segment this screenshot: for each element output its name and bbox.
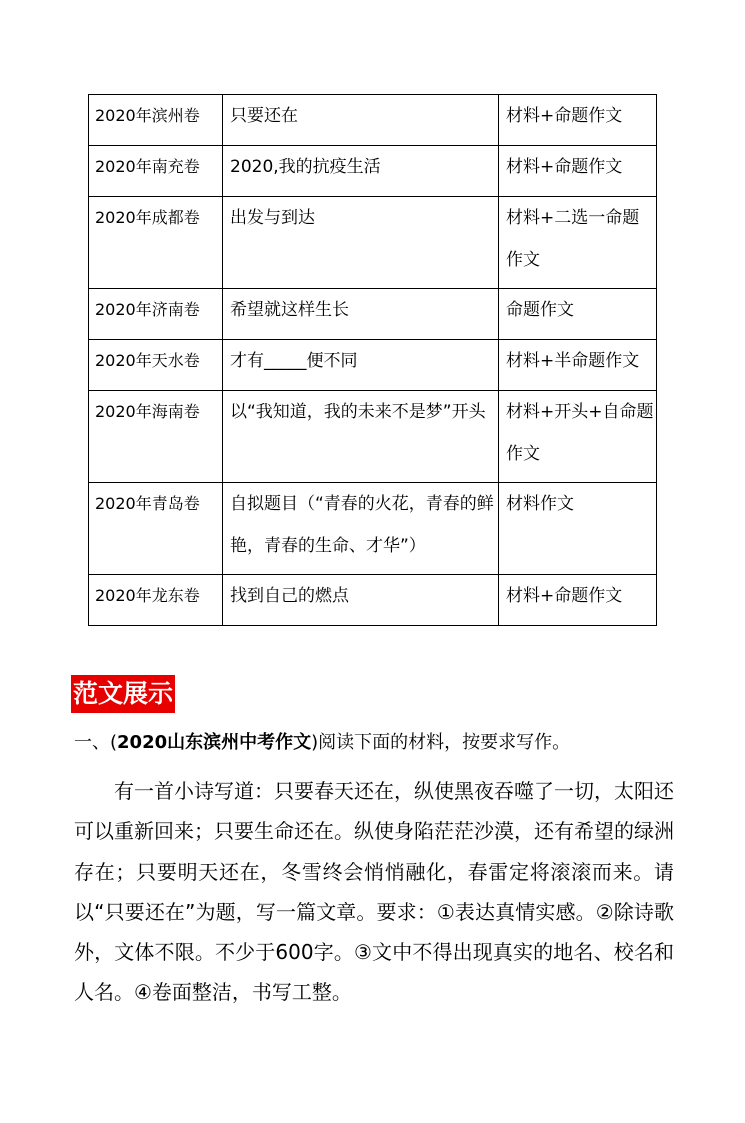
exam-paper-cell: 2020年青岛卷 (89, 483, 223, 575)
table-row (89, 146, 657, 197)
table-row (89, 575, 657, 626)
question-source: 2020山东滨州中考作文 (117, 732, 312, 753)
table-row (89, 340, 657, 391)
exam-paper-cell: 2020年天水卷 (89, 340, 223, 391)
essay-type-cell: 材料+命题作文 (499, 575, 657, 626)
essay-topic-cell: 希望就这样生长 (223, 289, 499, 340)
question-instruction: 阅读下面的材料，按要求写作。 (318, 732, 571, 753)
exam-paper-cell: 2020年成都卷 (89, 197, 223, 289)
question-heading (74, 728, 570, 758)
essay-type-cell: 材料+命题作文 (499, 95, 657, 146)
essay-topic-cell: 找到自己的燃点 (223, 575, 499, 626)
question-number: 一、( (74, 732, 118, 753)
essay-type-cell: 材料+半命题作文 (499, 340, 657, 391)
table-row (89, 197, 657, 289)
exam-topics-table (88, 94, 657, 626)
exam-paper-cell: 2020年滨州卷 (89, 95, 223, 146)
essay-topic-cell: 自拟题目（“青春的火花，青春的鲜艳，青春的生命、才华”） (223, 483, 499, 575)
exam-paper-cell: 2020年南充卷 (89, 146, 223, 197)
essay-topic-cell: 以“我知道，我的未来不是梦”开头 (223, 391, 499, 483)
table-row (89, 391, 657, 483)
essay-topic-cell: 才有_____便不同 (223, 340, 499, 391)
essay-type-cell: 材料+开头+自命题作文 (499, 391, 657, 483)
table-row (89, 289, 657, 340)
question-material-text: 有一首小诗写道：只要春天还在，纵使黑夜吞噬了一切，太阳还可以重新回来；只要生命还在。纵使身陷茫茫沙漠，还有希望的绿洲存在；只要明天还在，冬雪终会悄悄融化，春雷定将滚滚而来。请以“只要还在”为题，写一篇文章。要求：①表达真情实感。②除诗歌外，文体不限。不少于600字。③文中不得出现真实的地名、校名和人名。④卷面整洁，书写工整。 (74, 779, 674, 1005)
exam-paper-cell: 2020年龙东卷 (89, 575, 223, 626)
essay-type-cell: 材料+二选一命题作文 (499, 197, 657, 289)
essay-topic-cell: 2020,我的抗疫生活 (223, 146, 499, 197)
section-heading-sample-essays: 范文展示 (71, 675, 175, 713)
essay-topic-cell: 出发与到达 (223, 197, 499, 289)
exam-paper-cell: 2020年济南卷 (89, 289, 223, 340)
essay-type-cell: 材料+命题作文 (499, 146, 657, 197)
exam-paper-cell: 2020年海南卷 (89, 391, 223, 483)
question-close-paren: ) (311, 732, 319, 753)
table-row (89, 95, 657, 146)
essay-type-cell: 命题作文 (499, 289, 657, 340)
table-row (89, 483, 657, 575)
essay-topic-cell: 只要还在 (223, 95, 499, 146)
essay-type-cell: 材料作文 (499, 483, 657, 575)
